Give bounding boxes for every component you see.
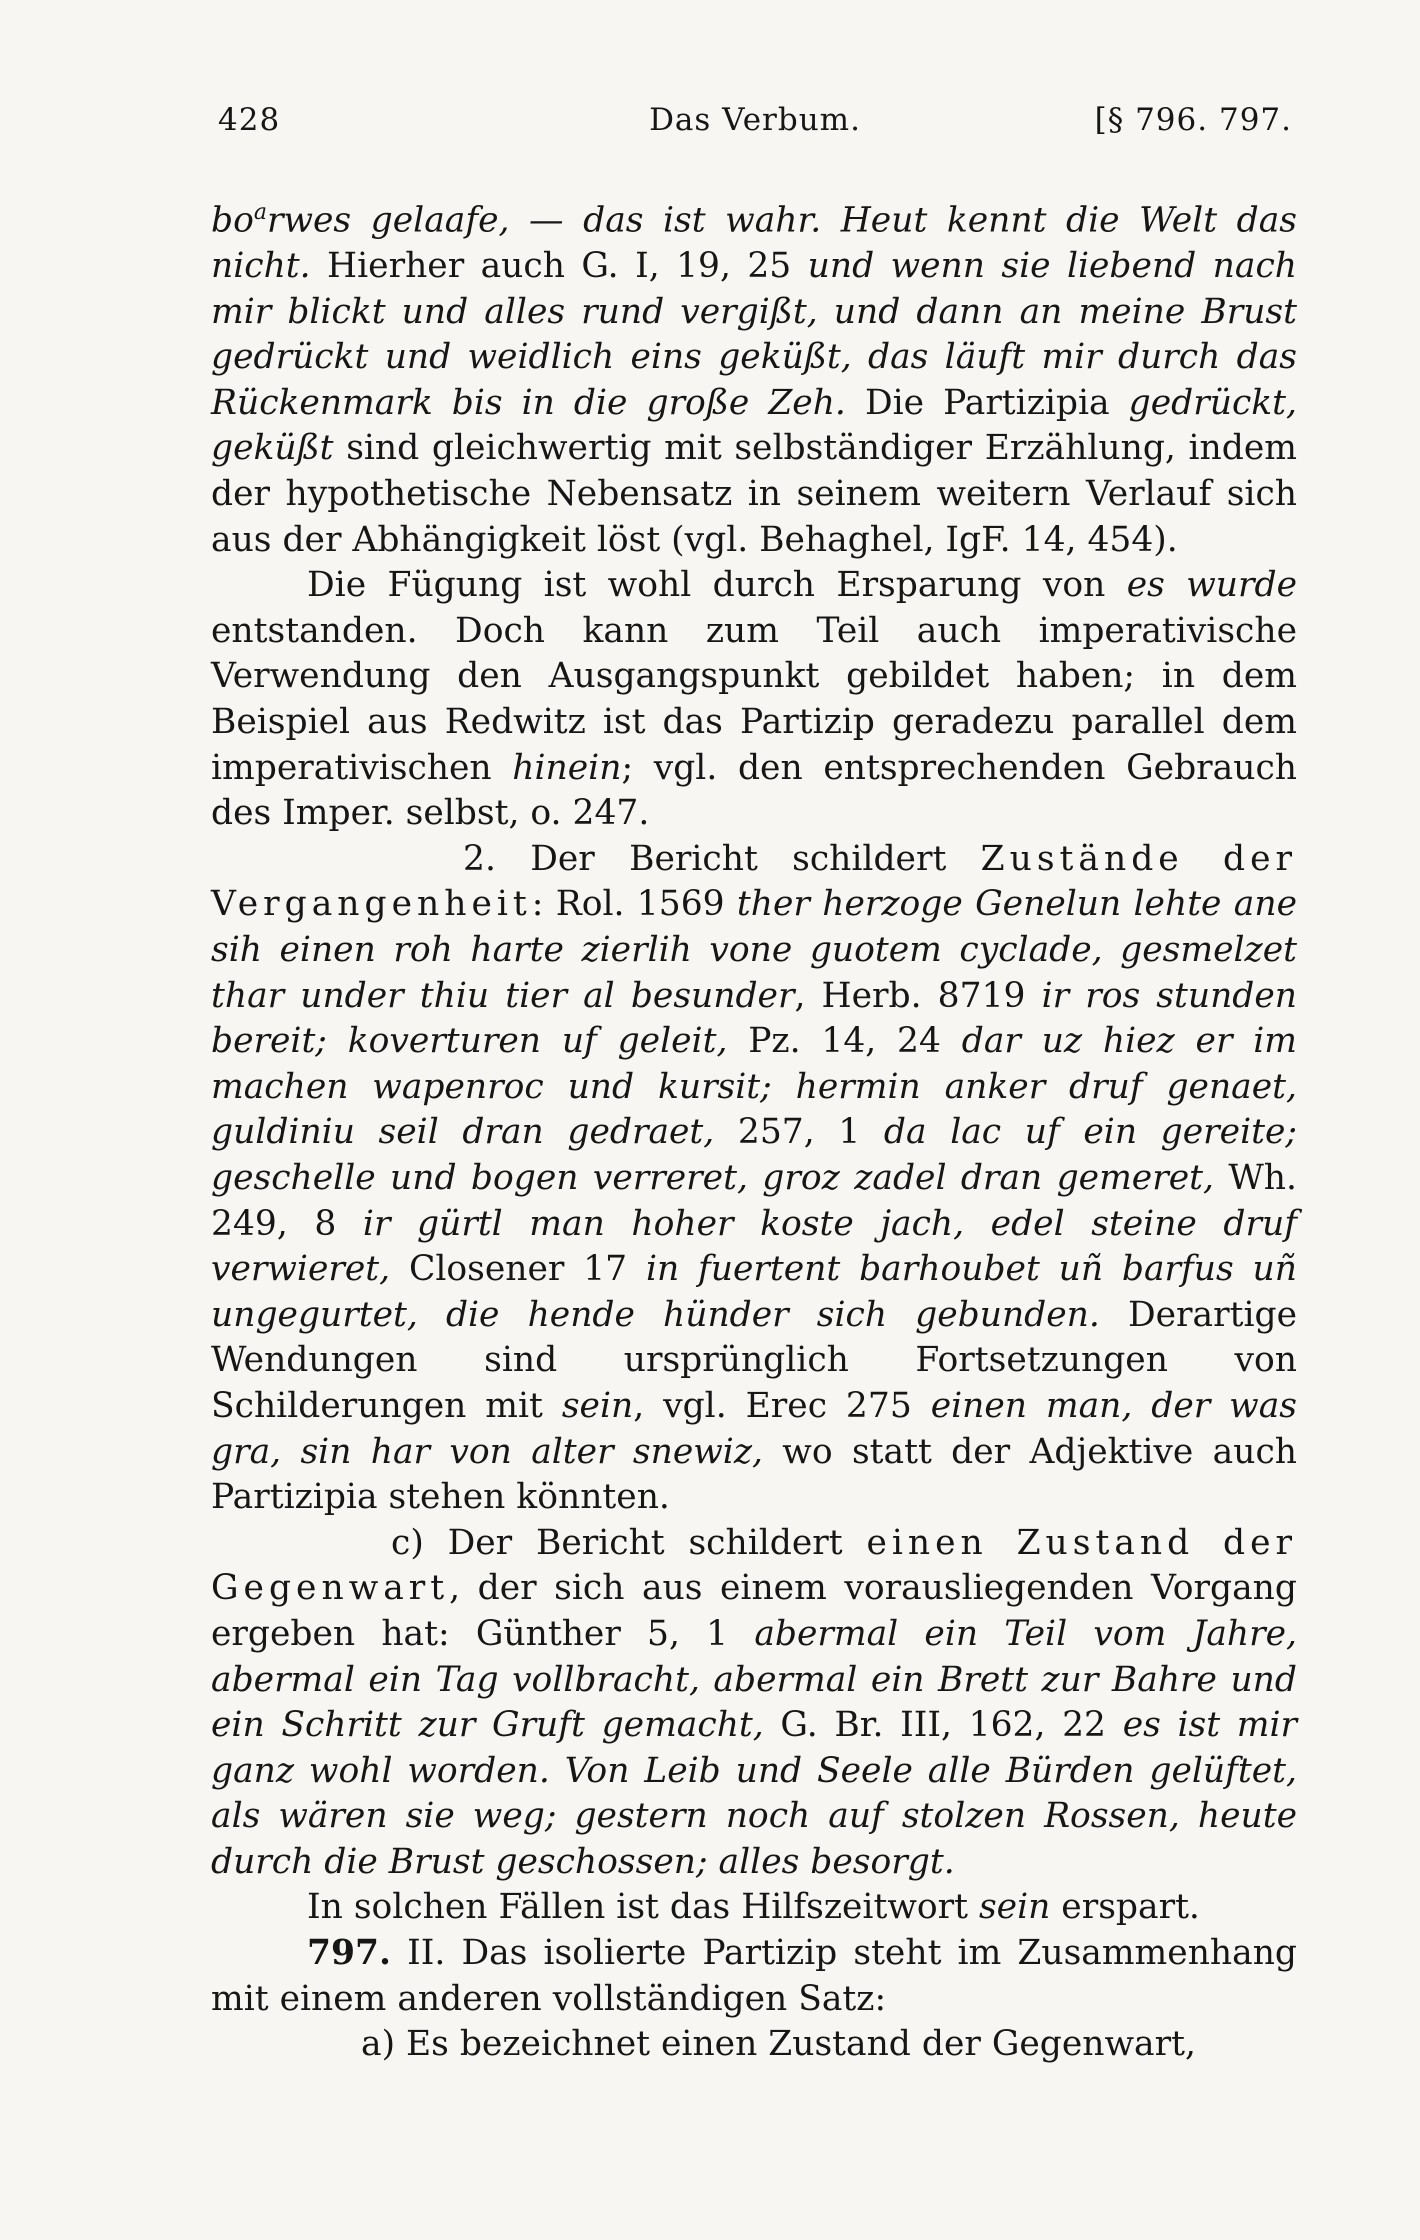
quote: rwes gelaafe, — das ist wahr. Heut kennt die Welt das nicht. bbox=[211, 200, 1297, 287]
superscript: a bbox=[253, 200, 267, 225]
quote: ir ros stunden bereit; koverturen uf geleit, bbox=[211, 975, 1298, 1062]
quote: dar uz hiez er im machen wapenroc und kursit; hermin anker druf genaet, guldiniu seil dran gedraet, bbox=[211, 1021, 1297, 1153]
quote: bo bbox=[211, 200, 254, 241]
quote: da lac uf ein gereite; geschelle und bogen verreret, groz zadel dran gemeret, bbox=[211, 1112, 1298, 1198]
quote: sein bbox=[561, 1385, 634, 1426]
paragraph-7 bbox=[211, 2022, 1297, 2068]
text: G. Br. III, 162, 22 bbox=[763, 1705, 1123, 1746]
spaced-heading: Zustände der Vergangenheit bbox=[211, 838, 1298, 925]
text: Derartige Wendungen sind ursprünglich Fortsetzungen von Schilderungen mit bbox=[211, 1294, 1297, 1426]
quote: und wenn sie liebend nach mir blickt und alles rund vergißt, und dann an meine Brust gedrückt und weidlich eins geküßt, das läuft mir durch das Rückenmark bis in die große Zeh. bbox=[211, 246, 1297, 423]
paragraph-4 bbox=[211, 1521, 1297, 1886]
text: entstanden. Doch kann zum Teil auch imperativische Verwendung den Ausgangspunkt gebildet haben; in dem Beispiel aus Redwitz ist das Partizip geradezu parallel dem imperativischen bbox=[211, 610, 1297, 788]
text: Pz. 14, 24 bbox=[727, 1021, 962, 1062]
paragraph-5 bbox=[211, 1885, 1297, 1931]
quote: es ist mir ganz wohl worden. Von Leib und Seele alle Bürden gelüftet, als wären sie weg; gestern noch auf stolzen Rossen, heute durch die Brust geschossen; alles besorgt. bbox=[211, 1705, 1297, 1882]
quote: ir gürtl man hoher koste jach, edel steine druf verwieret, bbox=[211, 1203, 1297, 1290]
text: ; vgl. den entsprechenden Gebrauch des Imper. selbst, o. 247. bbox=[211, 747, 1297, 834]
quote: hinein bbox=[512, 747, 622, 788]
main-text bbox=[211, 190, 1297, 2068]
text: , Herb. 8719 bbox=[794, 975, 1042, 1016]
running-title: Das Verbum. bbox=[649, 102, 861, 138]
text: wo statt der Adjektive auch Partizipia stehen könnten. bbox=[211, 1431, 1297, 1518]
spaced-heading: einen Zustand der Gegenwart bbox=[211, 1522, 1297, 1609]
text: 257, 1 bbox=[714, 1112, 884, 1153]
text: Die Fügung ist wohl durch Ersparung von bbox=[307, 565, 1127, 606]
text: sind gleichwertig mit selbständiger Erzählung, indem der hypothetische Nebensatz in seinem weitern Verlauf sich aus der Abhängigkeit löst (vgl. Behaghel, IgF. 14, 454). bbox=[211, 428, 1297, 560]
paragraph-3 bbox=[211, 837, 1297, 1521]
quote: es wurde bbox=[1126, 565, 1297, 606]
section-number: 797. bbox=[307, 1933, 392, 1974]
paragraph-2 bbox=[211, 563, 1297, 837]
text: Wh. 249, 8 bbox=[211, 1157, 1297, 1244]
quote: abermal ein Teil vom Jahre, abermal ein Tag vollbracht, abermal ein Brett zur Bahre und ein Schritt zur Gruft gemacht, bbox=[211, 1613, 1298, 1746]
text: c) Der Bericht schildert bbox=[391, 1522, 867, 1563]
text: erspart. bbox=[1050, 1887, 1200, 1928]
quote: gedrückt, geküßt bbox=[211, 382, 1297, 469]
text: Die Partizipia bbox=[845, 382, 1129, 423]
text: : Rol. 1569 bbox=[531, 884, 737, 925]
text: , der sich aus einem vorausliegenden Vorgang ergeben hat: Günther 5, 1 bbox=[211, 1568, 1297, 1654]
quote: sein bbox=[978, 1887, 1051, 1928]
text: Hierher auch G. I, 19, 25 bbox=[310, 246, 808, 287]
quote: ther herzoge Genelun lehte ane sih einen roh harte zierlih vone guotem cyclade, gesmelzet thar under thiu tier al besunder bbox=[211, 884, 1297, 1016]
text: Closener 17 bbox=[390, 1249, 646, 1290]
running-header bbox=[218, 102, 1292, 146]
page-number: 428 bbox=[218, 102, 281, 138]
paragraph-1 bbox=[211, 190, 1297, 563]
quote: in fuertent barhoubet uñ barfus uñ ungegurtet, die hende hünder sich gebunden. bbox=[211, 1249, 1297, 1335]
paragraph-6 bbox=[211, 1931, 1297, 2022]
text: , vgl. Erec 275 bbox=[633, 1385, 931, 1426]
text: In solchen Fällen ist das Hilfszeitwort bbox=[307, 1887, 979, 1928]
text: II. Das isolierte Partizip steht im Zusammenhang mit einem anderen vollständigen Satz: bbox=[211, 1933, 1297, 2019]
text: 2. Der Bericht schildert bbox=[463, 838, 981, 879]
quote: einen man, der was gra, sin har von alter snewiz, bbox=[211, 1385, 1297, 1472]
section-reference: [§ 796. 797. bbox=[1094, 102, 1292, 138]
text: a) Es bezeichnet einen Zustand der Gegenwart, bbox=[361, 2024, 1196, 2065]
